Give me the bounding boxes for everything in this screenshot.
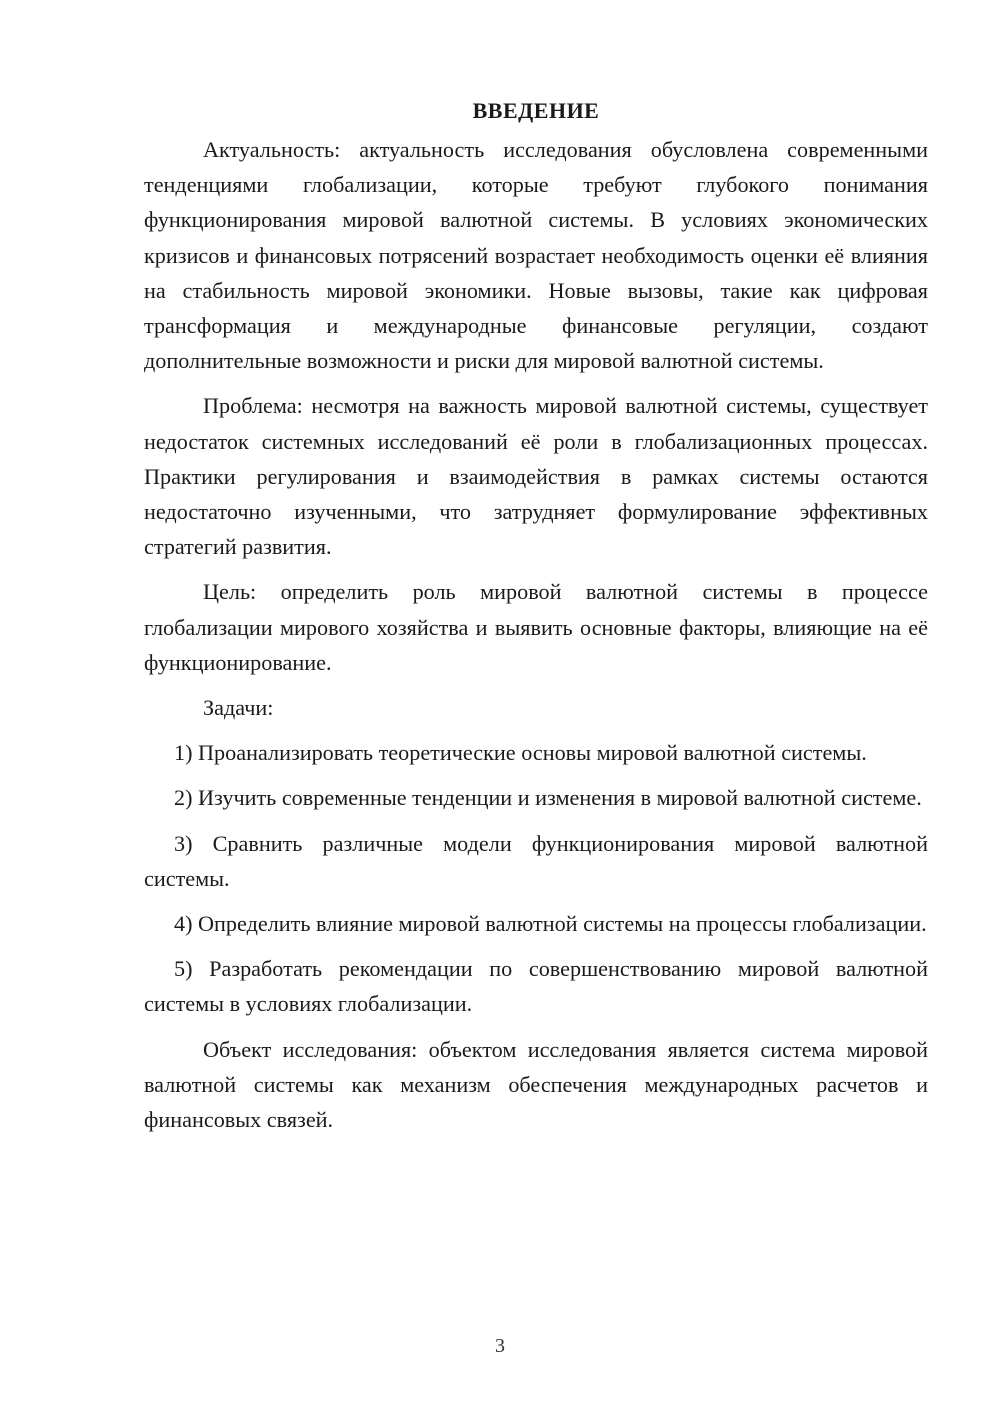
goal-paragraph: Цель: определить роль мировой валютной системы в процессе глобализации мирового хозяйства и выявить основные факторы, влияющие на её функционирование. (144, 579, 928, 675)
task-item: 2) Изучить современные тенденции и изменения в мировой валютной системе. (174, 785, 922, 811)
object-paragraph: Объект исследования: объектом исследования является система мировой валютной системы как механизм обеспечения международных расчетов и финансовых связей. (144, 1036, 928, 1133)
problem-paragraph: Проблема: несмотря на важность мировой валютной системы, существует недостаток системных исследований её роли в глобализационных процессах. Практики регулирования и взаимодействия в рамках системы остаются недостаточно изученными, что затрудняет формулирование эффективных стратегий развития. (144, 393, 928, 560)
section-title: ВВЕДЕНИЕ (472, 98, 600, 123)
task-item: 3) Сравнить различные модели функционирования мировой валютной системы. (144, 830, 928, 891)
document-page (144, 96, 928, 1316)
task-item: 4) Определить влияние мировой валютной системы на процессы глобализации. (174, 911, 927, 937)
tasks-heading: Задачи: (203, 695, 274, 721)
task-item: 5) Разработать рекомендации по совершенствованию мировой валютной системы в условиях глобализации. (144, 956, 928, 1017)
task-item: 1) Проанализировать теоретические основы мировой валютной системы. (174, 740, 867, 766)
relevance-paragraph: Актуальность: актуальность исследования обусловлена современными тенденциями глобализации, которые требуют глубокого понимания функционирования мировой валютной системы. В условиях экономических кризисов и финансовых потрясений возрастает необходимость оценки её влияния на стабильность мировой экономики. Новые вызовы, такие как цифровая трансформация и международные финансовые регуляции, создают дополнительные возможности и риски для мировой валютной системы. (144, 137, 928, 374)
page-number: 3 (495, 1335, 505, 1357)
